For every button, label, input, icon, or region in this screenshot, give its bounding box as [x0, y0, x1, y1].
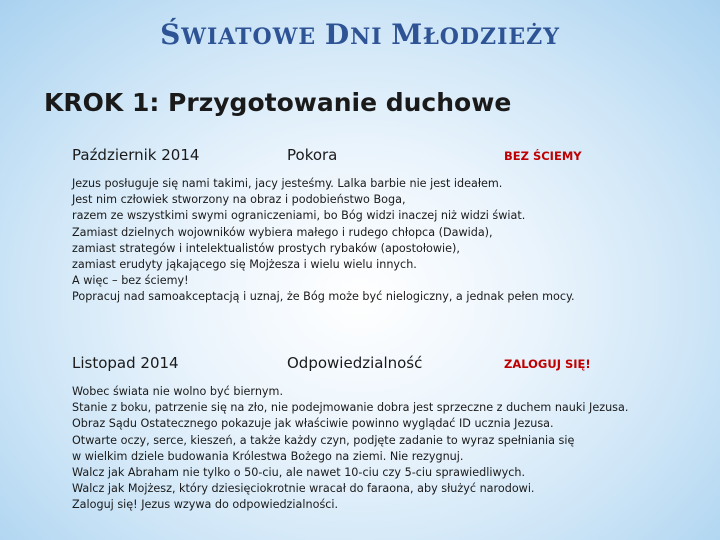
- text-line: Jezus posługuje się nami takimi, jacy jesteśmy. Lalka barbie nie jest ideałem.: [72, 177, 503, 190]
- section-text-november: [72, 384, 628, 514]
- slogan-label: ZALOGUJ SIĘ!: [504, 357, 591, 371]
- slogan-label: BEZ ŚCIEMY: [504, 149, 582, 163]
- text-line: Otwarte oczy, serce, kieszeń, a także każdy czyn, podjęte zadanie to wyraz spełniania się: [72, 433, 575, 447]
- text-line: Jest nim człowiek stworzony na obraz i podobieństwo Boga,: [72, 193, 406, 207]
- theme-label: Odpowiedzialność: [287, 354, 423, 372]
- step-heading: KROK 1: Przygotowanie duchowe: [44, 88, 512, 117]
- text-line: Zaloguj się! Jezus wzywa do odpowiedzialności.: [72, 498, 339, 512]
- text-line: w wielkim dziele budowania Królestwa Bożego na ziemi. Nie rezygnuj.: [72, 449, 464, 463]
- text-line: Popracuj nad samoakceptacją i uznaj, że Bóg może być nielogiczny, a jednak pełen mocy.: [72, 290, 575, 304]
- text-line: Walcz jak Abraham nie tylko o 50-ciu, ale nawet 10-ciu czy 5-ciu sprawiedliwych.: [72, 466, 526, 480]
- slide-title: ŚWIATOWE DNI MŁODZIEŻY: [160, 18, 560, 51]
- section-text-october: [72, 176, 575, 306]
- text-line: razem ze wszystkimi swymi ograniczeniami, bo Bóg widzi inaczej niż widzi świat.: [72, 209, 526, 223]
- text-line: Walcz jak Mojżesz, który dziesięciokrotnie wracał do faraona, aby służyć narodowi.: [72, 482, 535, 496]
- text-line: Stanie z boku, patrzenie się na zło, nie podejmowanie dobra jest sprzeczne z duchem nauki Jezusa.: [72, 401, 629, 415]
- text-line: zamiast erudyty jąkającego się Mojżesza i wielu wielu innych.: [72, 258, 417, 272]
- theme-label: Pokora: [287, 146, 338, 164]
- text-line: Wobec świata nie wolno być biernym.: [72, 385, 284, 398]
- text-line: zamiast strategów i intelektualistów prostych rybaków (apostołowie),: [72, 241, 460, 255]
- month-label: Listopad 2014: [72, 354, 179, 372]
- text-line: A więc – bez ściemy!: [72, 274, 189, 288]
- text-line: Zamiast dzielnych wojowników wybiera małego i rudego chłopca (Dawida),: [72, 225, 493, 239]
- text-line: Obraz Sądu Ostatecznego pokazuje jak właściwie powinno wyglądać ID ucznia Jezusa.: [72, 417, 554, 431]
- month-label: Październik 2014: [72, 146, 200, 164]
